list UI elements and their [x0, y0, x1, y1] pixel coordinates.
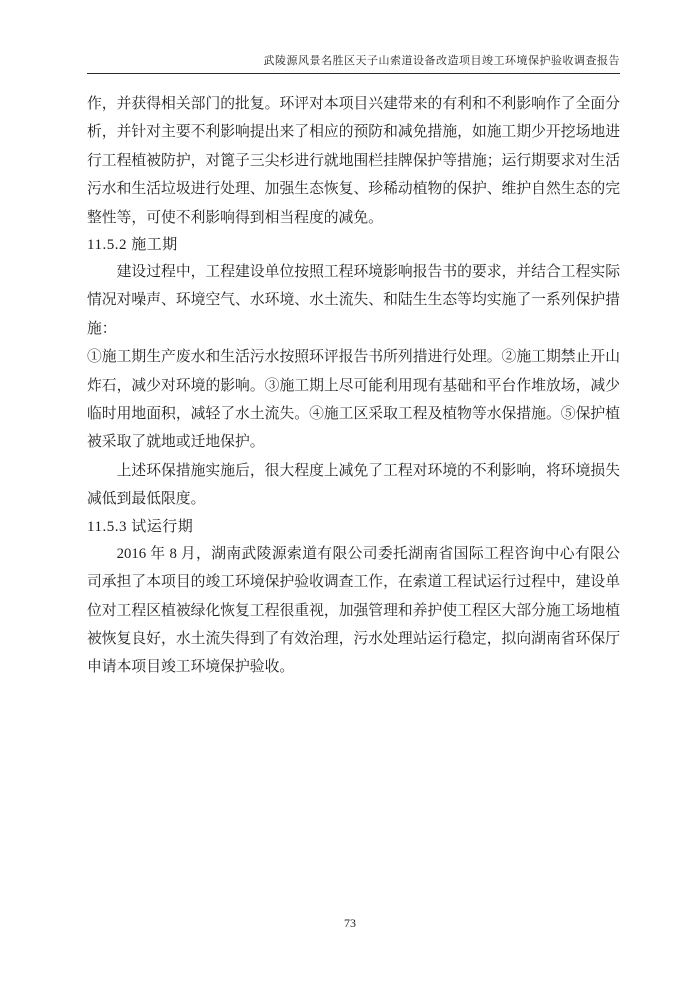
section-heading-11-5-3: 11.5.3 试运行期	[87, 518, 194, 535]
section-heading-11-5-2: 11.5.2 施工期	[87, 237, 178, 254]
paragraph-continuation: 作，并获得相关部门的批复。环评对本项目兴建带来的有利和不利影响作了全面分析，并针对主要不利影响提出来了相应的预防和减免措施，如施工期少开挖场地进行工程植被防护，对篦子三尖杉进行就地围栏挂牌保护等措施；运行期要求对生活污水和生活垃圾进行处理、加强生态恢复、珍稀动植物的保护、维护自然生态的完整性等，可使不利影响得到相当程度的减免。	[87, 96, 620, 226]
page-body	[87, 90, 620, 682]
running-header-title: 武陵源风景名胜区天子山索道设备改造项目竣工环境保护验收调查报告	[87, 52, 620, 74]
section-11-5-2-paragraph-1: 建设过程中，工程建设单位按照工程环境影响报告书的要求，并结合工程实际情况对噪声、环境空气、水环境、水土流失、和陆生生态等均实施了一系列保护措施：	[87, 264, 620, 337]
section-11-5-2-paragraph-2-measures-list: ①施工期生产废水和生活污水按照环评报告书所列措进行处理。②施工期禁止开山炸石，减少对环境的影响。③施工期上尽可能利用现有基础和平台作堆放场，减少临时用地面积，减轻了水土流失。④施工区采取工程及植物等水保措施。⑤保护植被采取了就地或迁地保护。	[87, 349, 620, 451]
section-11-5-2-paragraph-3: 上述环保措施实施后，很大程度上减免了工程对环境的不利影响，将环境损失减低到最低限度。	[87, 462, 620, 508]
page-number: 73	[344, 916, 356, 930]
section-11-5-3-paragraph-1: 2016 年 8 月，湖南武陵源索道有限公司委托湖南省国际工程咨询中心有限公司承担了本项目的竣工环境保护验收调查工作，在索道工程试运行过程中，建设单位对工程区植被绿化恢复工程很重视，加强管理和养护使工程区大部分施工场地植被恢复良好，水土流失得到了有效治理，污水处理站运行稳定，拟向湖南省环保厅申请本项目竣工环境保护验收。	[87, 545, 620, 676]
